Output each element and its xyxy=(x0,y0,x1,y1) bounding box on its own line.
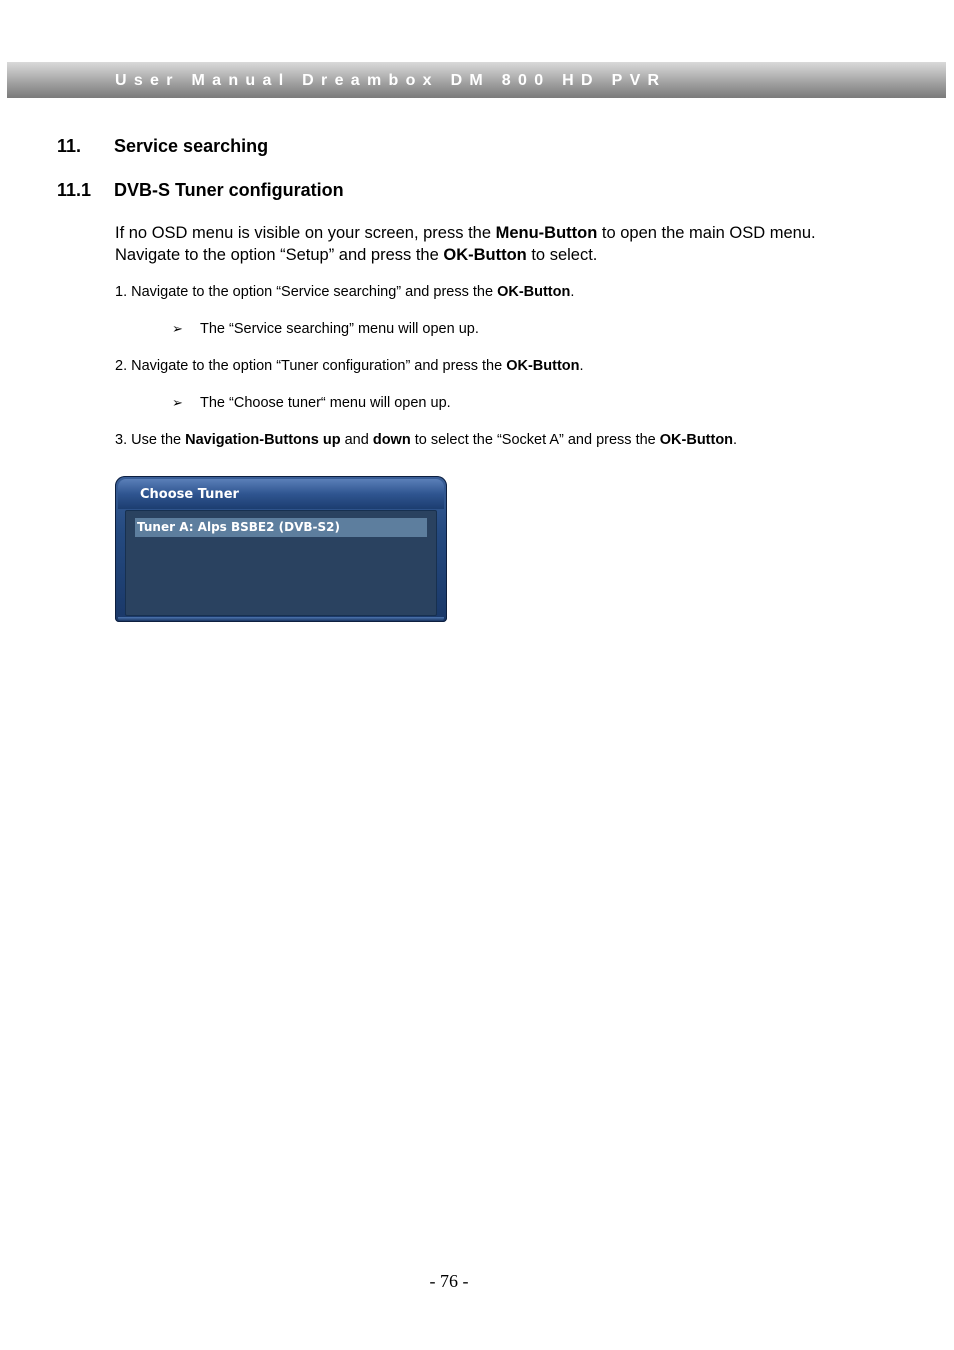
manual-title: User Manual Dreambox DM 800 HD PVR xyxy=(115,72,667,89)
step-2 xyxy=(115,358,584,374)
osd-title: Choose Tuner xyxy=(140,487,239,502)
step-text: and xyxy=(340,432,373,448)
down-term: down xyxy=(372,432,411,448)
osd-list-item-label: Tuner A: Alps BSBE2 (DVB-S2) xyxy=(137,520,340,534)
menu-button-term: Menu-Button xyxy=(495,224,598,242)
subsection-number: 11.1 xyxy=(57,180,92,200)
subsection-title: DVB-S Tuner configuration xyxy=(114,180,344,200)
page-number: - 76 - xyxy=(429,1271,469,1291)
intro-text: If no OSD menu is visible on your screen, press the xyxy=(115,224,496,242)
step-text: 3. Use the xyxy=(115,432,186,448)
header-bar xyxy=(7,62,946,98)
section-title: Service searching xyxy=(114,136,269,156)
step-text: 2. Navigate to the option “Tuner configuration” and press the xyxy=(115,358,507,374)
ok-button-term: OK-Button xyxy=(443,246,527,264)
section-number: 11. xyxy=(57,136,82,156)
ok-button-term: OK-Button xyxy=(506,358,580,374)
ok-button-term: OK-Button xyxy=(659,432,734,448)
result-text: The “Service searching” menu will open up. xyxy=(200,321,479,337)
step-text: 1. Navigate to the option “Service searching” and press the xyxy=(115,284,498,300)
step-text: . xyxy=(733,432,738,448)
arrow-bullet-icon: ➢ xyxy=(172,321,183,336)
step-1 xyxy=(115,284,574,300)
step-1-result xyxy=(172,321,479,337)
navigation-buttons-term: Navigation-Buttons up xyxy=(185,432,341,448)
step-text: to select the “Socket A” and press the xyxy=(410,432,660,448)
osd-list xyxy=(125,510,437,616)
result-text: The “Choose tuner“ menu will open up. xyxy=(200,395,451,411)
arrow-bullet-icon: ➢ xyxy=(172,395,183,410)
step-text: . xyxy=(570,284,575,300)
step-2-result xyxy=(172,395,451,411)
intro-paragraph xyxy=(115,222,855,266)
choose-tuner-screenshot xyxy=(115,476,447,622)
intro-text: to select. xyxy=(526,246,598,264)
step-text: . xyxy=(579,358,584,374)
intro-text: to open the main OSD menu. Navigate to the option “Setup” and press the xyxy=(115,224,816,264)
ok-button-term: OK-Button xyxy=(497,284,571,300)
osd-bottom-bevel xyxy=(118,617,444,621)
step-3 xyxy=(115,432,737,448)
osd-list-item-selected[interactable] xyxy=(135,518,427,537)
